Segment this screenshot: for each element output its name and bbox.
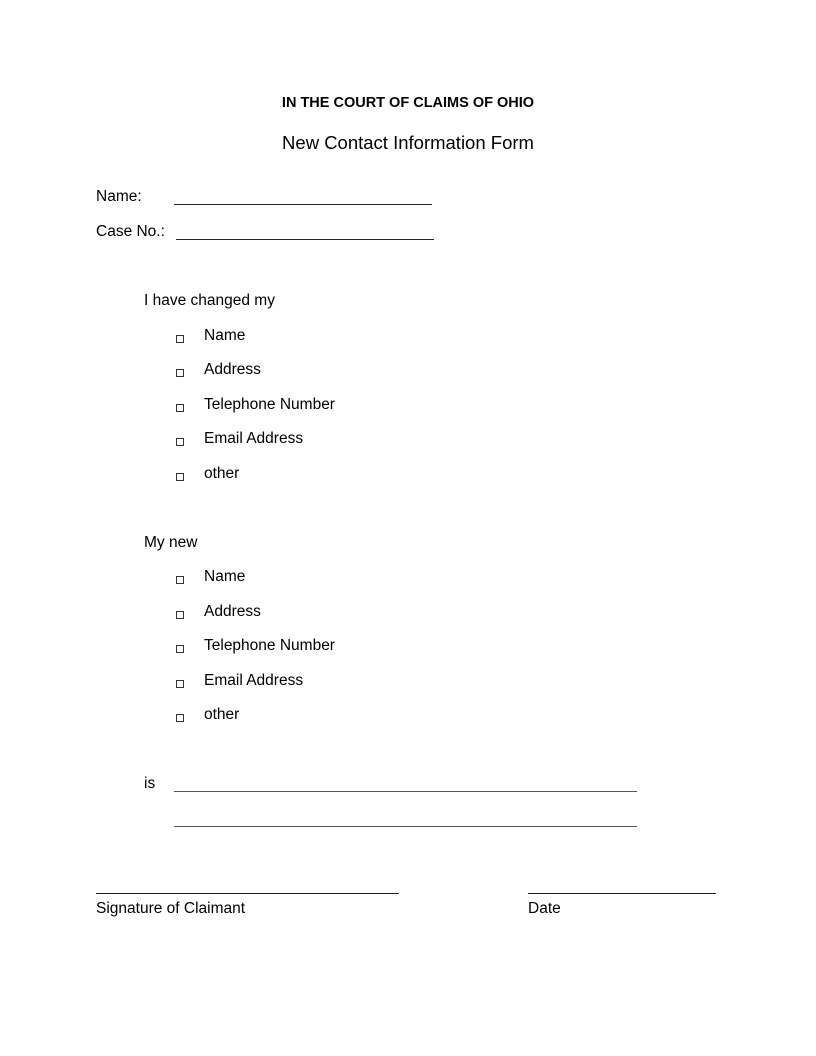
changed-section-label: I have changed my (144, 292, 275, 309)
checkbox[interactable] (176, 335, 184, 343)
option-label: other (204, 465, 240, 482)
case-number-label: Case No.: (96, 223, 165, 240)
option-label: Telephone Number (204, 637, 335, 654)
date-line[interactable] (528, 893, 716, 894)
court-heading: IN THE COURT OF CLAIMS OF OHIO (281, 95, 535, 111)
checkbox[interactable] (176, 611, 184, 619)
signature-label: Signature of Claimant (96, 900, 246, 917)
checkbox[interactable] (176, 473, 184, 481)
option-label: Email Address (204, 430, 304, 447)
option-label: Email Address (204, 672, 304, 689)
checkbox[interactable] (176, 369, 184, 377)
option-label: Name (204, 568, 246, 585)
option-label: Address (204, 603, 261, 620)
checkbox[interactable] (176, 404, 184, 412)
is-label: is (144, 775, 156, 792)
new-info-line-2[interactable] (174, 826, 637, 827)
name-label: Name: (96, 188, 142, 205)
checkbox[interactable] (176, 576, 184, 584)
checkbox[interactable] (176, 714, 184, 722)
case-number-field[interactable] (176, 239, 434, 240)
name-field[interactable] (174, 204, 432, 205)
checkbox[interactable] (176, 438, 184, 446)
option-label: Name (204, 327, 246, 344)
date-label: Date (528, 900, 561, 917)
option-label: Telephone Number (204, 396, 335, 413)
form-title: New Contact Information Form (282, 132, 534, 153)
checkbox[interactable] (176, 645, 184, 653)
option-label: other (204, 706, 240, 723)
option-label: Address (204, 361, 261, 378)
signature-line[interactable] (96, 893, 399, 894)
new-info-line-1[interactable] (174, 791, 637, 792)
new-section-label: My new (144, 534, 198, 551)
checkbox[interactable] (176, 680, 184, 688)
